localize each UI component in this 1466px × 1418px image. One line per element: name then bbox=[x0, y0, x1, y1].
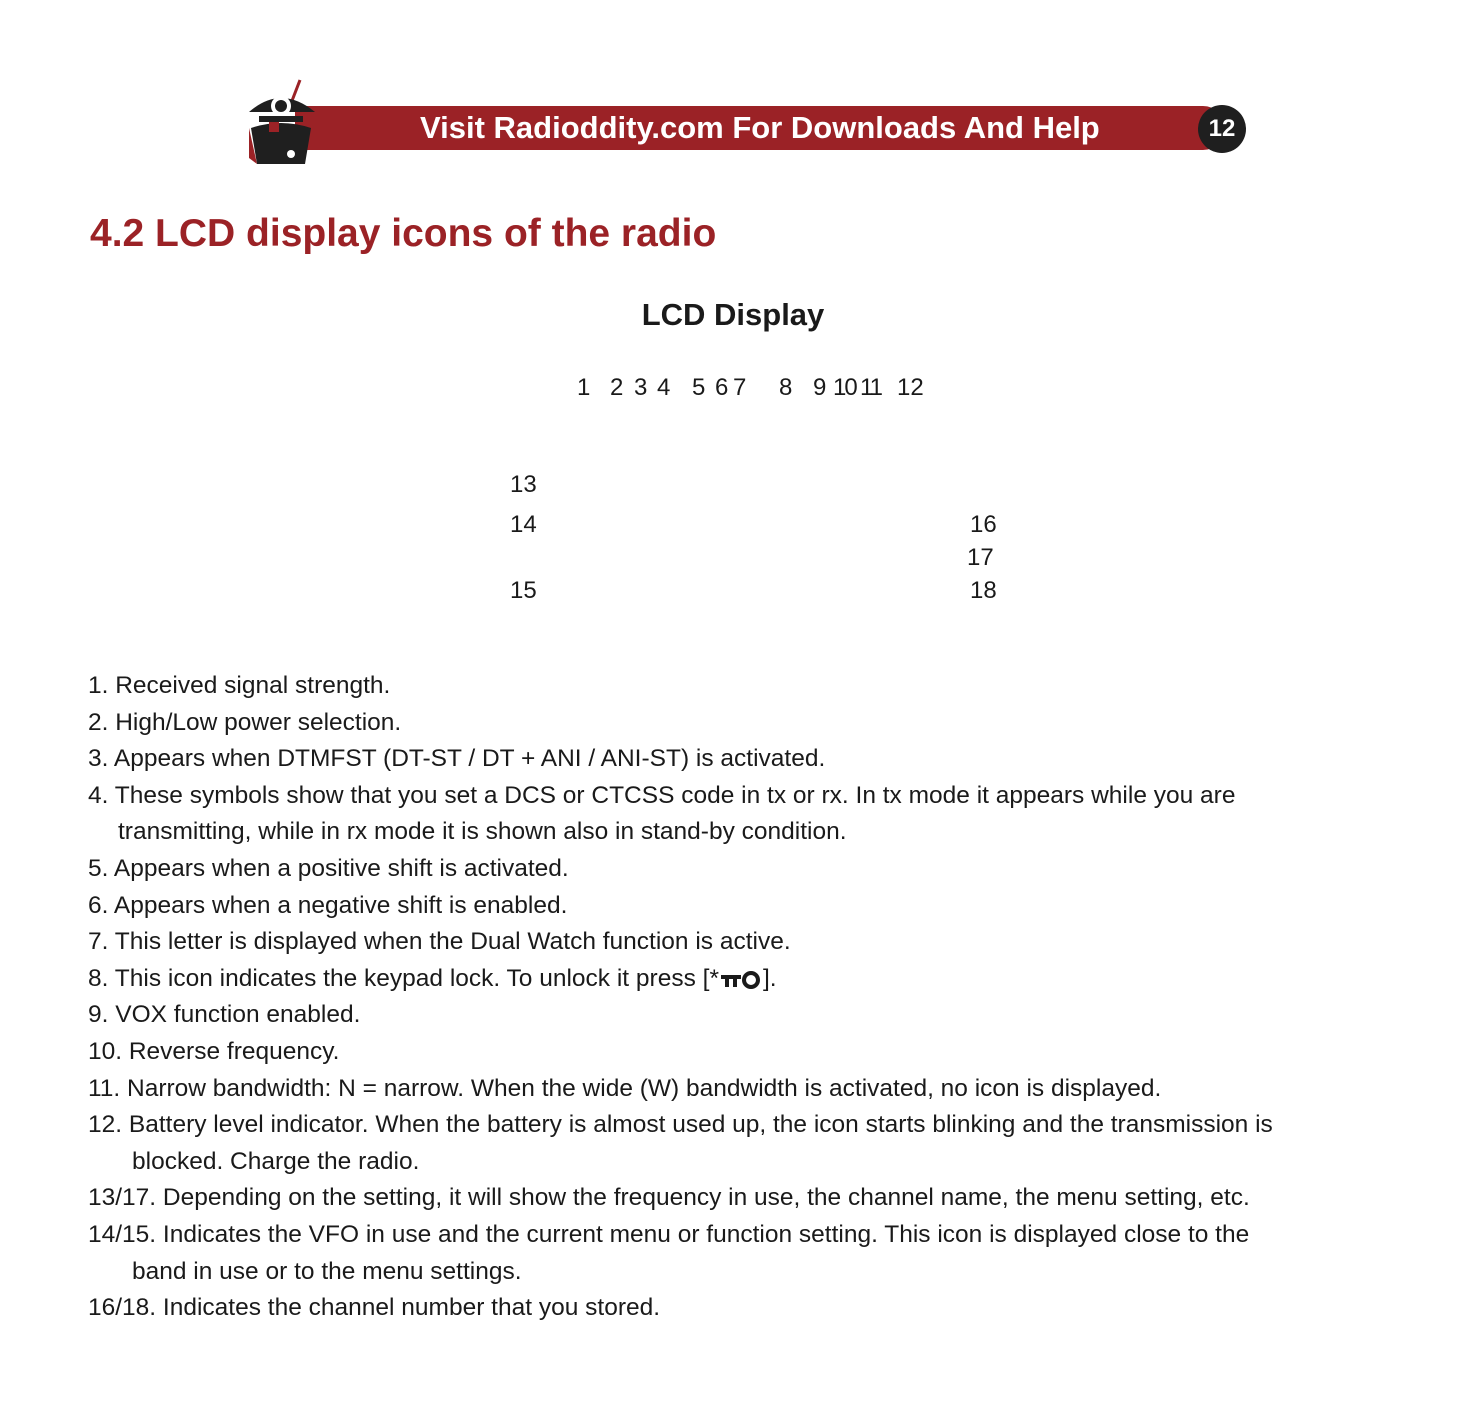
callout-13: 13 bbox=[510, 471, 537, 498]
legend-item-2: 2. High/Low power selection. bbox=[88, 708, 402, 736]
callout-15: 15 bbox=[510, 577, 537, 604]
legend-item-13-17: 13/17. Depending on the setting, it will show the frequency in use, the channel name, the menu setting, etc. bbox=[88, 1184, 1250, 1212]
callout-11: 11 bbox=[860, 374, 881, 401]
callout-3: 3 bbox=[634, 374, 648, 401]
callout-6: 6 bbox=[715, 374, 729, 401]
legend-item-8: 8. This icon indicates the keypad lock. To unlock it press [* ]. bbox=[88, 964, 777, 992]
callout-10: 10 bbox=[833, 374, 856, 401]
callout-8: 8 bbox=[779, 374, 793, 401]
callout-18: 18 bbox=[970, 577, 997, 604]
callout-7: 7 bbox=[733, 374, 747, 401]
legend-item-10: 10. Reverse frequency. bbox=[88, 1037, 340, 1065]
icon-legend-list bbox=[88, 668, 1408, 1327]
callout-17: 17 bbox=[967, 544, 994, 571]
callout-4: 4 bbox=[657, 374, 671, 401]
legend-item-1: 1. Received signal strength. bbox=[88, 672, 391, 699]
legend-item-6: 6. Appears when a negative shift is enabled. bbox=[88, 891, 568, 919]
legend-item-3: 3. Appears when DTMFST (DT-ST / DT + ANI / ANI-ST) is activated. bbox=[88, 745, 826, 773]
legend-item-11: 11. Narrow bandwidth: N = narrow. When the wide (W) bandwidth is activated, no icon is displayed. bbox=[88, 1074, 1162, 1102]
legend-item-4: 4. These symbols show that you set a DCS or CTCSS code in tx or rx. In tx mode it appears while you are transmitting, while in rx mode it is shown also in stand-by condition. bbox=[88, 781, 1236, 846]
page-number-badge: 12 bbox=[1198, 105, 1246, 153]
section-title: 4.2 LCD display icons of the radio bbox=[90, 212, 717, 255]
legend-item-12: 12. Battery level indicator. When the battery is almost used up, the icon starts blinking and the transmission is blocked. Charge the radio. bbox=[88, 1111, 1273, 1175]
legend-item-9: 9. VOX function enabled. bbox=[88, 1001, 361, 1029]
lcd-heading: LCD Display bbox=[641, 297, 825, 332]
legend-item-16-18: 16/18. Indicates the channel number that you stored. bbox=[88, 1294, 661, 1322]
callout-12: 12 bbox=[897, 374, 924, 401]
callout-9: 9 bbox=[813, 374, 827, 401]
key-lock-icon bbox=[719, 969, 763, 989]
callout-1: 1 bbox=[577, 374, 591, 401]
radioddity-mascot-icon bbox=[245, 78, 320, 168]
callout-16: 16 bbox=[970, 511, 997, 538]
legend-item-7: 7. This letter is displayed when the Dual Watch function is active. bbox=[88, 928, 791, 956]
header-banner bbox=[245, 78, 1250, 168]
legend-item-14-15: 14/15. Indicates the VFO in use and the current menu or function setting. This icon is displayed close to the band in use or to the menu settings. bbox=[88, 1220, 1250, 1285]
callout-2: 2 bbox=[610, 374, 624, 401]
banner-text[interactable]: Visit Radioddity.com For Downloads And Help bbox=[420, 110, 1100, 145]
legend-item-5: 5. Appears when a positive shift is activated. bbox=[88, 854, 569, 882]
callout-14: 14 bbox=[510, 511, 537, 538]
callout-5: 5 bbox=[692, 374, 706, 401]
